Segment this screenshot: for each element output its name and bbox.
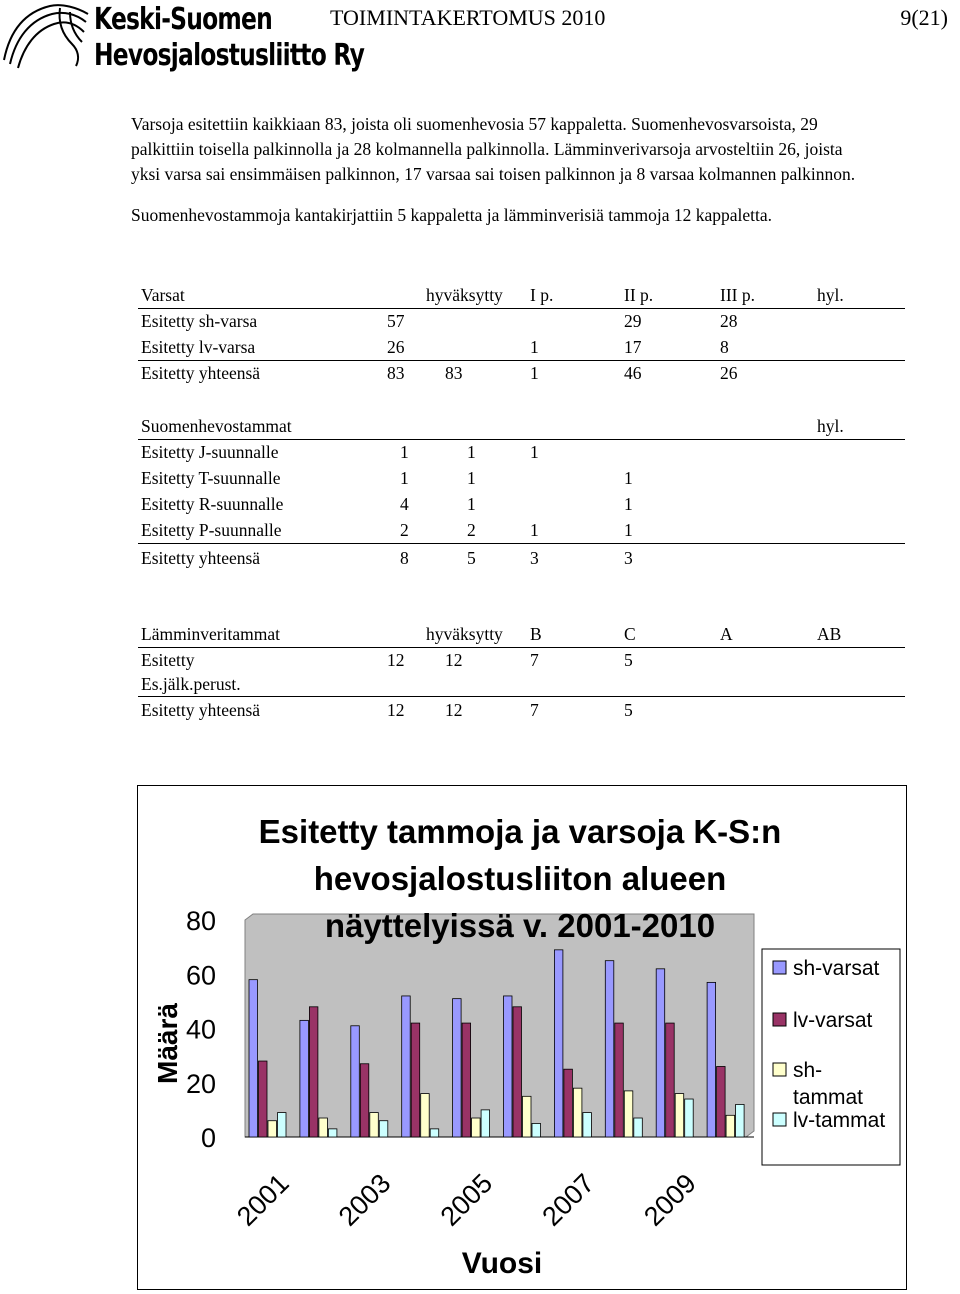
- table-cell: 7: [530, 650, 539, 670]
- table-header-cell: Varsat: [141, 285, 185, 305]
- bar-lv-varsat: [462, 1023, 471, 1137]
- bar-sh-varsat: [402, 996, 411, 1137]
- legend-swatch: [773, 1113, 786, 1126]
- chart-title: [150, 808, 890, 949]
- bar-lv-tammat: [634, 1118, 643, 1137]
- y-axis-label: Määrä: [152, 1003, 183, 1084]
- bar-lv-varsat: [564, 1069, 573, 1137]
- logo-text-line1: Keski-Suomen: [94, 2, 272, 37]
- table-cell: 8: [400, 548, 409, 568]
- table-header-cell: hyväksytty: [426, 285, 503, 305]
- table-header-cell: II p.: [624, 285, 654, 305]
- table-cell: 26: [387, 337, 405, 357]
- table-cell: 57: [387, 311, 405, 331]
- table-cell: 12: [445, 700, 463, 720]
- table-cell: 4: [400, 494, 409, 514]
- bar-lv-varsat: [411, 1023, 420, 1137]
- table-cell: Esitetty T-suunnalle: [141, 468, 281, 488]
- table-lamminveritammat: [138, 621, 905, 723]
- document-title: TOIMINTAKERTOMUS 2010: [330, 5, 606, 30]
- legend-label: lv-tammat: [793, 1109, 886, 1132]
- table-header-cell: Lämminveritammat: [141, 624, 280, 644]
- table-cell: 12: [387, 650, 405, 670]
- y-tick-label: 60: [185, 960, 216, 991]
- table-cell: 83: [445, 363, 463, 383]
- bar-sh-varsat: [300, 1020, 309, 1137]
- bar-lv-tammat: [328, 1129, 337, 1137]
- legend-swatch: [773, 1063, 786, 1076]
- legend-label: lv-varsat: [793, 1009, 873, 1032]
- x-tick-label: 2001: [230, 1168, 295, 1232]
- bar-sh-tammat: [523, 1096, 532, 1137]
- table-cell: 26: [720, 363, 738, 383]
- legend-label: tammat: [793, 1086, 864, 1109]
- chart-title-line: Esitetty tammoja ja varsoja K-S:n: [258, 813, 782, 850]
- horse-logo-icon: [0, 0, 92, 72]
- table-header-cell: B: [530, 624, 542, 644]
- table-cell: 12: [387, 700, 405, 720]
- table-cell: 17: [624, 337, 642, 357]
- page-number: 9(21): [900, 5, 948, 30]
- bar-lv-varsat: [360, 1064, 369, 1137]
- table-cell: 1: [530, 442, 539, 462]
- x-tick-label: 2005: [434, 1168, 499, 1232]
- x-axis-label: Vuosi: [461, 1247, 543, 1280]
- x-tick-label: 2007: [536, 1168, 601, 1232]
- bar-lv-varsat: [513, 1007, 522, 1137]
- table-row: [138, 360, 905, 386]
- table-row: [138, 517, 905, 543]
- table-cell: 1: [530, 363, 539, 383]
- bar-lv-tammat: [430, 1129, 439, 1137]
- bar-lv-varsat: [717, 1066, 726, 1137]
- table-row: [138, 647, 905, 673]
- table-row: [138, 545, 905, 571]
- table-row: [138, 673, 905, 695]
- table-cell: 1: [530, 520, 539, 540]
- bar-sh-tammat: [624, 1091, 633, 1137]
- bar-sh-tammat: [675, 1094, 684, 1137]
- table-varsat: [138, 282, 905, 386]
- bar-sh-tammat: [370, 1113, 379, 1137]
- table-cell: 2: [400, 520, 409, 540]
- bar-sh-tammat: [472, 1118, 481, 1137]
- table-cell: Esitetty: [141, 650, 195, 670]
- bar-lv-varsat: [615, 1023, 624, 1137]
- bar-sh-tammat: [421, 1094, 430, 1137]
- bar-sh-varsat: [554, 950, 563, 1137]
- table-cell: 5: [467, 548, 476, 568]
- x-tick-label: 2003: [332, 1168, 397, 1232]
- table-cell: 5: [624, 650, 633, 670]
- y-tick-label: 80: [185, 906, 216, 936]
- table-cell: Esitetty sh-varsa: [141, 311, 258, 331]
- table-row: [138, 308, 905, 334]
- legend-swatch: [773, 961, 786, 974]
- table-header-cell: hyl.: [817, 416, 844, 436]
- table-cell: Esitetty yhteensä: [141, 363, 261, 383]
- table-header-row: [138, 413, 905, 439]
- y-tick-label: 40: [185, 1014, 216, 1045]
- bar-lv-varsat: [259, 1061, 268, 1137]
- table-cell: 29: [624, 311, 642, 331]
- table-cell: 1: [624, 468, 633, 488]
- table-row: [138, 439, 905, 465]
- table-cell: Esitetty P-suunnalle: [141, 520, 282, 540]
- table-cell: 1: [624, 494, 633, 514]
- table-cell: 3: [530, 548, 539, 568]
- bar-sh-tammat: [573, 1088, 582, 1137]
- table-cell: 83: [387, 363, 405, 383]
- table-cell: Esitetty J-suunnalle: [141, 442, 279, 462]
- table-row: [138, 491, 905, 517]
- table-cell: 3: [624, 548, 633, 568]
- paragraph-1-line-1: Varsoja esitettiin kaikkiaan 83, joista oli suomenhevosia 57 kappaletta. Suomenhevosvarsoista, 29: [131, 114, 818, 134]
- bar-lv-tammat: [379, 1121, 388, 1137]
- table-cell: 12: [445, 650, 463, 670]
- bar-sh-tammat: [726, 1115, 735, 1137]
- legend-box: [762, 949, 900, 1165]
- bar-sh-varsat: [656, 969, 665, 1137]
- table-row: [138, 697, 905, 723]
- chart-title-line: hevosjalostusliiton alueen: [313, 860, 727, 897]
- table-header-cell: C: [624, 624, 636, 644]
- bar-sh-tammat: [268, 1121, 277, 1137]
- table-cell: 8: [720, 337, 729, 357]
- y-tick-label: 0: [200, 1123, 216, 1153]
- legend-label: sh-varsat: [793, 957, 880, 980]
- table-cell: 28: [720, 311, 738, 331]
- paragraph-2: Suomenhevostammoja kantakirjattiin 5 kappaletta ja lämminverisiä tammoja 12 kappaletta.: [131, 205, 772, 225]
- table-header-cell: hyl.: [817, 285, 844, 305]
- table-header-row: [138, 282, 905, 308]
- table-header-cell: III p.: [720, 285, 755, 305]
- legend-label: sh-: [793, 1059, 823, 1082]
- table-cell: 7: [530, 700, 539, 720]
- bar-sh-tammat: [319, 1118, 328, 1137]
- logo-text-line2: Hevosjalostusliitto Ry: [94, 38, 365, 73]
- table-cell: 46: [624, 363, 642, 383]
- table-header-cell: Suomenhevostammat: [141, 416, 292, 436]
- table-header-row: [138, 621, 905, 647]
- table-cell: Es.jälk.perust.: [141, 674, 241, 694]
- table-cell: 1: [530, 337, 539, 357]
- table-cell: Esitetty R-suunnalle: [141, 494, 284, 514]
- table-cell: 1: [467, 494, 476, 514]
- bar-sh-varsat: [351, 1026, 360, 1137]
- table-cell: 1: [467, 468, 476, 488]
- table-row: [138, 334, 905, 360]
- paragraph-1: [131, 112, 951, 187]
- bar-sh-varsat: [249, 980, 258, 1137]
- table-cell: 1: [467, 442, 476, 462]
- bar-lv-tammat: [583, 1113, 592, 1137]
- table-header-cell: AB: [817, 624, 842, 644]
- chart-title-line: näyttelyissä v. 2001-2010: [324, 907, 716, 944]
- x-tick-label: 2009: [638, 1168, 702, 1232]
- bar-sh-varsat: [605, 961, 614, 1137]
- paragraph-1-line-2: palkittiin toisella palkinnolla ja 28 kolmannella palkinnolla. Lämminverivarsoja arvosteltiin 26, joista: [131, 139, 843, 159]
- table-cell: Esitetty lv-varsa: [141, 337, 256, 357]
- table-row: [138, 465, 905, 491]
- table-cell: Esitetty yhteensä: [141, 700, 261, 720]
- bar-sh-varsat: [504, 996, 513, 1137]
- table-cell: 5: [624, 700, 633, 720]
- bar-lv-tammat: [685, 1099, 694, 1137]
- table-header-cell: I p.: [530, 285, 554, 305]
- bar-lv-varsat: [666, 1023, 675, 1137]
- legend-swatch: [773, 1013, 786, 1026]
- table-divider: [138, 543, 905, 544]
- table-header-cell: A: [720, 624, 733, 644]
- bar-sh-varsat: [453, 999, 462, 1137]
- bar-lv-tammat: [278, 1113, 287, 1137]
- bar-sh-varsat: [707, 982, 716, 1137]
- table-cell: Esitetty yhteensä: [141, 548, 261, 568]
- bar-lv-varsat: [309, 1007, 318, 1137]
- table-suomenhevostammat: [138, 413, 905, 571]
- bar-lv-tammat: [532, 1123, 541, 1137]
- table-cell: 1: [400, 468, 409, 488]
- bar-lv-tammat: [481, 1110, 490, 1137]
- table-cell: 1: [400, 442, 409, 462]
- bar-lv-tammat: [736, 1104, 745, 1137]
- paragraph-1-line-3: yksi varsa sai ensimmäisen palkinnon, 17 varsaa sai toisen palkinnon ja 8 varsaa kolmannen palkinnon.: [131, 164, 856, 184]
- table-cell: 2: [467, 520, 476, 540]
- table-cell: 1: [624, 520, 633, 540]
- y-tick-label: 20: [185, 1068, 216, 1099]
- table-header-cell: hyväksytty: [426, 624, 503, 644]
